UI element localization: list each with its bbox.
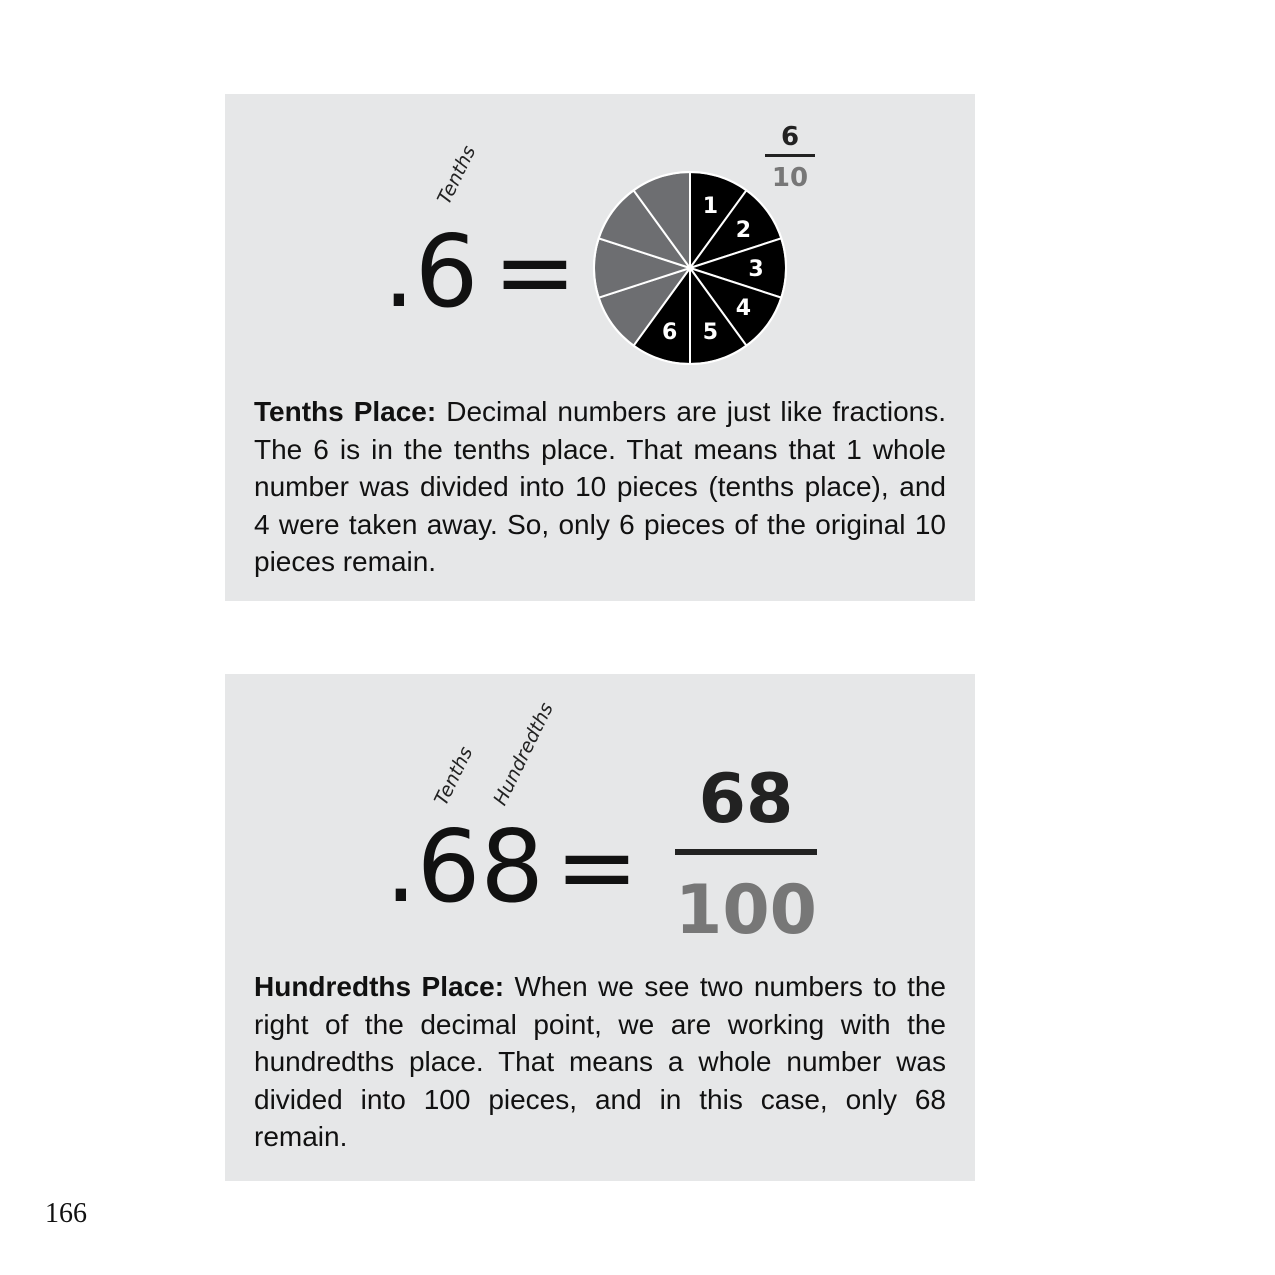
hundredths-body: When we see two numbers to the right of the decimal point, we are working with the hundredths place. That means a whole number was divided into 100 pieces, and in this case, only 68 remain.: [254, 971, 947, 1152]
tenths-body: Decimal numbers are just like fractions. The 6 is in the tenths place. That means that 1 whole number was divided into 10 pieces (tenths place), and 4 were taken away. So, only 6 pieces of the original 10 pieces remain.: [254, 396, 947, 577]
hundredths-card: [225, 674, 975, 1181]
decimal-number: .68: [385, 808, 545, 925]
fraction-numerator: 6: [780, 122, 800, 152]
hundredths-heading: Hundredths Place:: [254, 971, 505, 1002]
pie-slice-label: 3: [748, 257, 764, 282]
fraction-bar: [765, 154, 815, 157]
pie-slice-label: 1: [702, 194, 719, 220]
pie-slice-label: 5: [702, 319, 719, 345]
tenths-place-label: Tenths: [433, 142, 481, 208]
fraction-bar: [675, 849, 817, 855]
decimal-number: .6: [383, 213, 479, 330]
pie-slice-label: 6: [661, 319, 678, 345]
page-number: 166: [45, 1198, 87, 1229]
hundredths-explanation: [254, 968, 946, 1156]
fraction-denominator: 100: [675, 871, 817, 950]
tenths-heading: Tenths Place:: [254, 396, 437, 427]
pie-slice-label: 2: [735, 218, 752, 244]
tenths-place-label: Tenths: [430, 743, 478, 809]
hundredths-place-label: Hundredths: [489, 699, 558, 809]
equals-sign: =: [555, 808, 639, 925]
tenths-card: [225, 94, 975, 601]
equals-sign: =: [493, 213, 577, 330]
fraction-numerator: 68: [698, 760, 794, 839]
fraction-denominator: 10: [771, 163, 809, 193]
pie-slice-label: 4: [735, 295, 752, 321]
tenths-explanation: [254, 393, 946, 581]
pie-chart: [591, 169, 789, 367]
